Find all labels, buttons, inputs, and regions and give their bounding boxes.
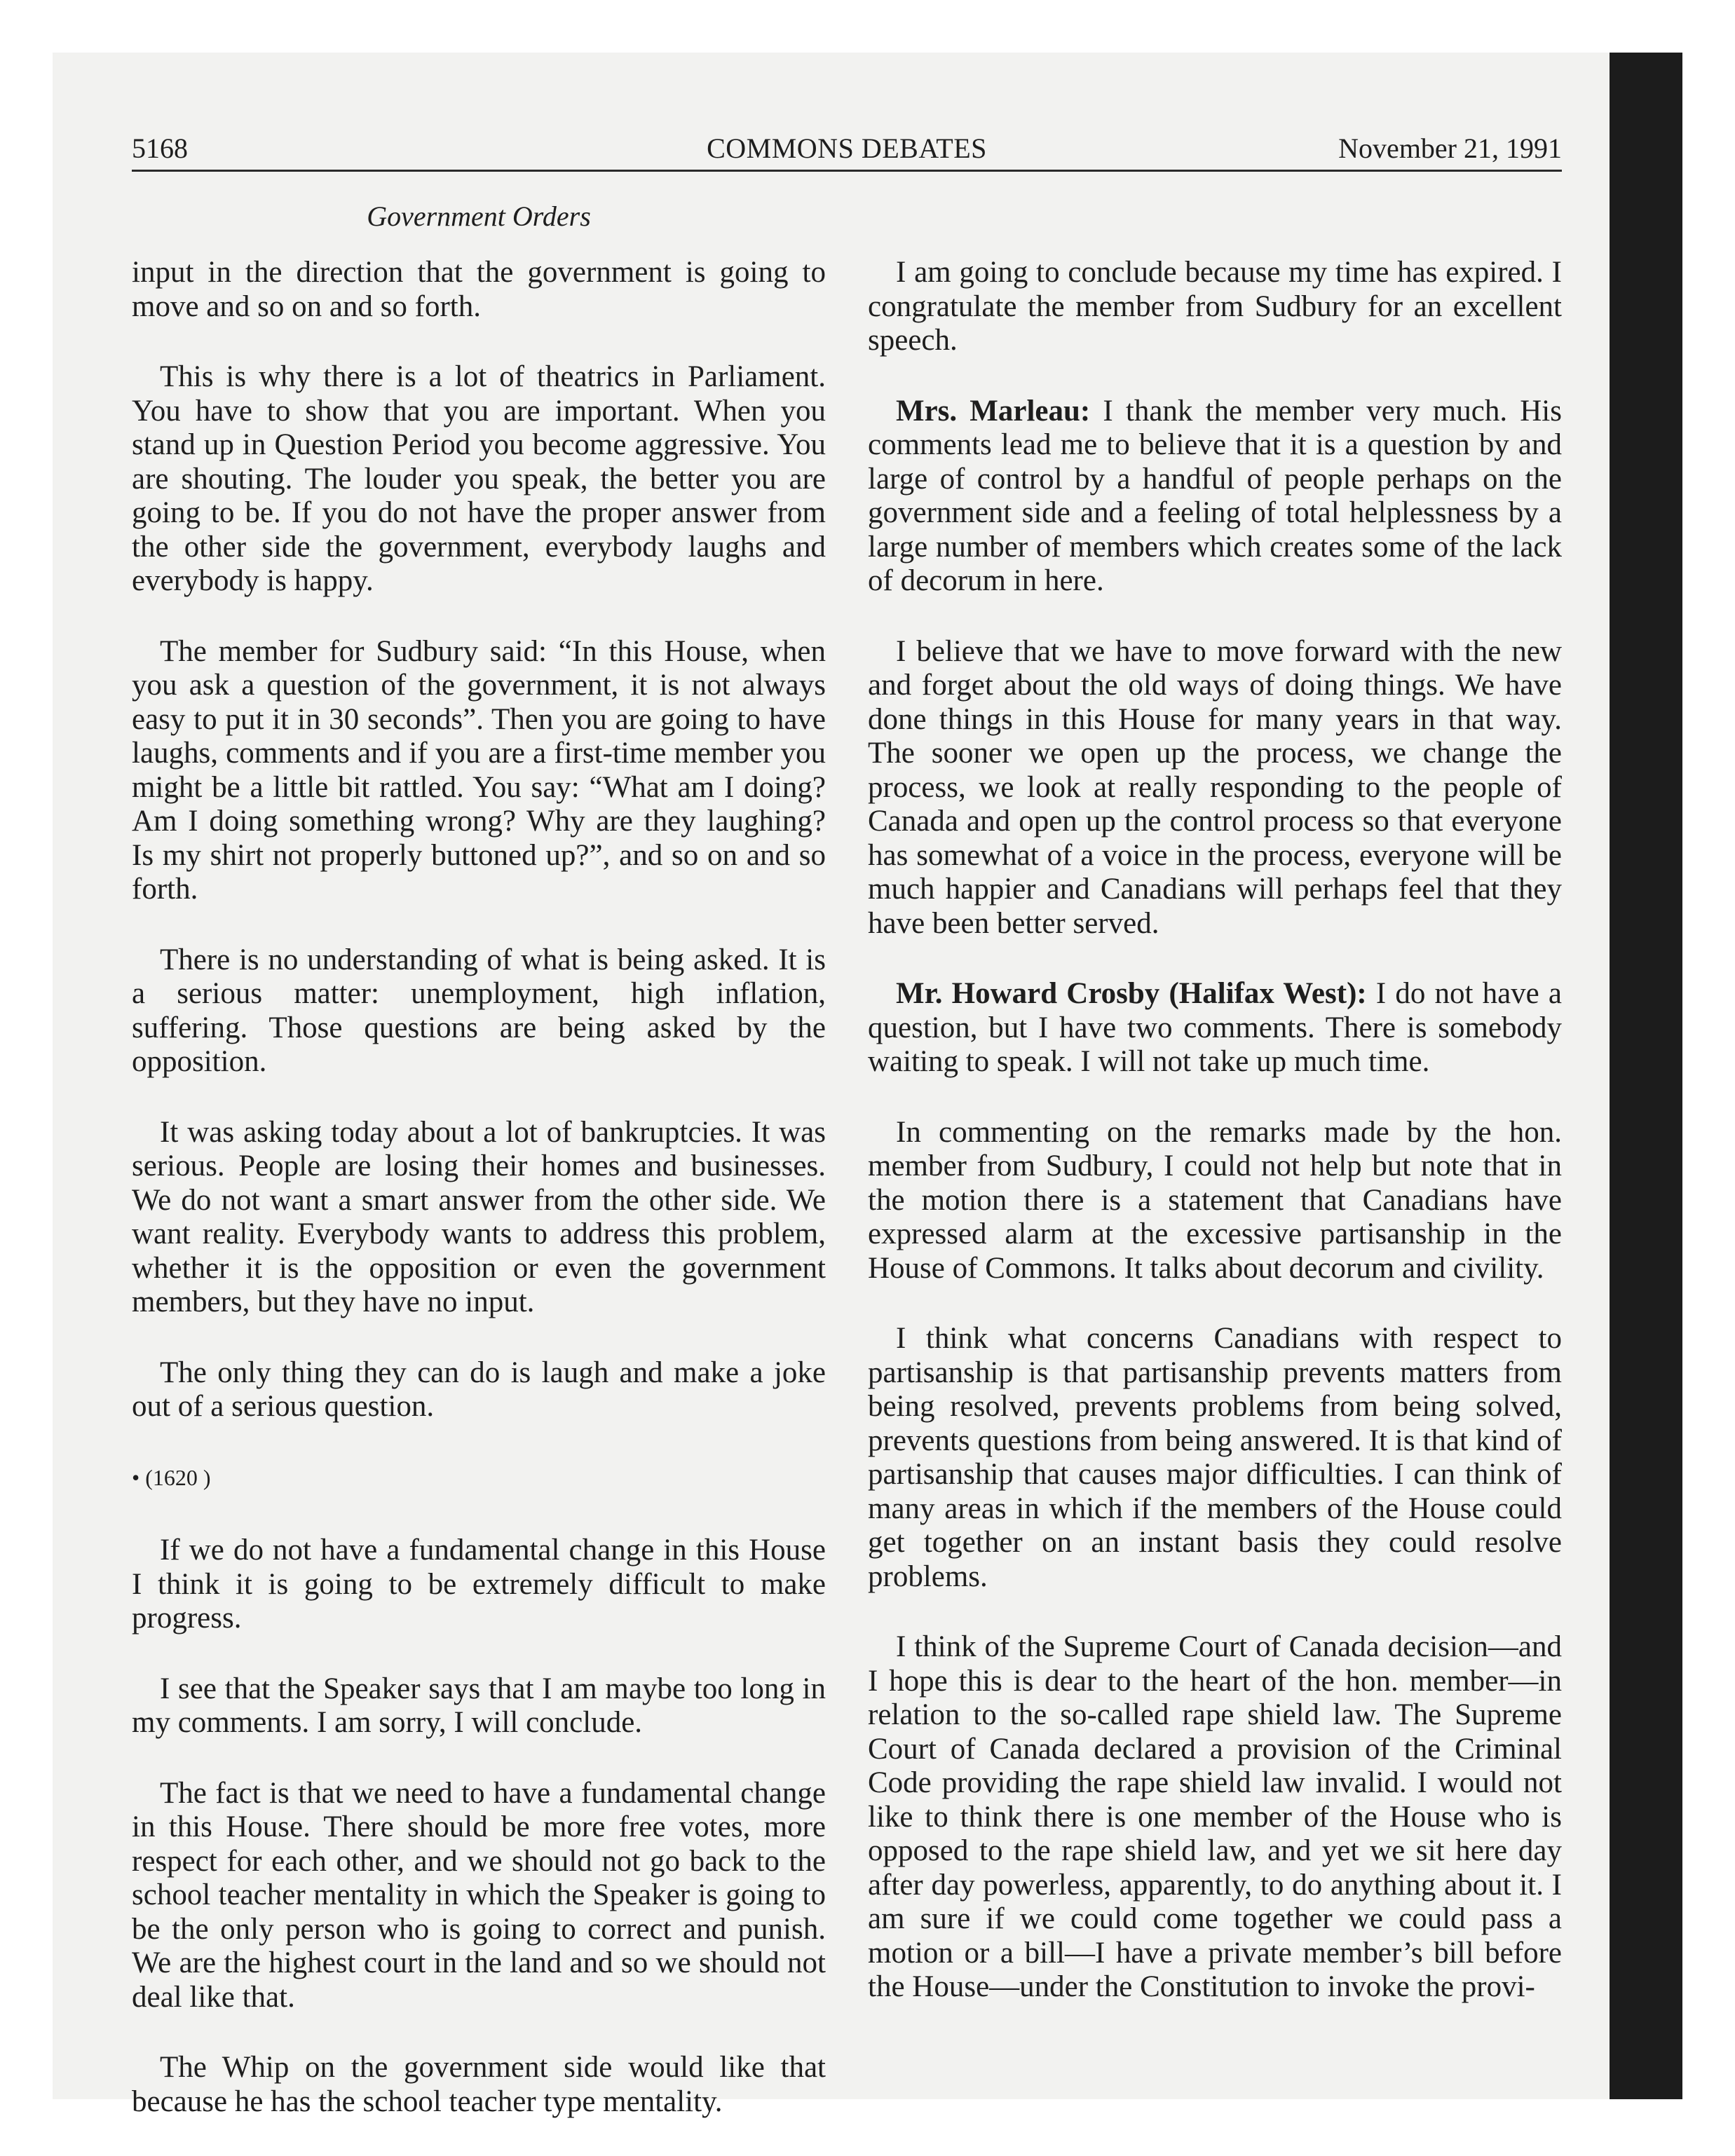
paragraph: It was asking today about a lot of bankruptcies. It was serious. People are losing their homes and businesses. We do not want a smart answer from the other side. We want reality. Everybody wants to address this problem, whether it is the opposition or even the government members, but they have no input.	[132, 1115, 826, 1318]
paragraph: The fact is that we need to have a fundamental change in this House. There should be more free votes, more respect for each other, and we should not go back to the school teacher mentality in which the Speaker is going to be the only person who is going to correct and punish. We are the highest court in the land and so we should not deal like that.	[132, 1776, 826, 2014]
left-column	[132, 256, 826, 2155]
paragraph: There is no understanding of what is being asked. It is a serious matter: unemployment, high inflation, suffering. Those questions are being asked by the opposition.	[132, 943, 826, 1078]
speech-text: I thank the member very much. His comments lead me to believe that it is a question by and large of control by a handful of people perhaps on the government side and a feeling of total helplessness by a large number of members which creates some of the lack of decorum in here.	[868, 394, 1562, 597]
publication-date: November 21, 1991	[1338, 132, 1562, 164]
time-marker: • (1620 )	[132, 1464, 211, 1490]
paragraph: I think what concerns Canadians with respect to partisanship is that partisanship prevents matters from being resolved, prevents problems from being solved, prevents questions from being answered. It is that kind of partisanship that causes major difficulties. I can think of many areas in which if the members of the House could get together on an instant basis they could resolve problems.	[868, 1322, 1562, 1593]
right-column	[868, 256, 1562, 2041]
paragraph: I am going to conclude because my time has expired. I congratulate the member from Sudbury for an excellent speech.	[868, 256, 1562, 357]
paragraph: I think of the Supreme Court of Canada decision—and I hope this is dear to the heart of the hon. member—in relation to the so-called rape shield law. The Supreme Court of Canada declared a provision of the Criminal Code providing the rape shield law invalid. I would not like to think there is one member of the House who is opposed to the rape shield law, and yet we sit here day after day powerless, apparently, to do anything about it. I am sure if we could come together we could pass a motion or a bill—I have a private member’s bill before the House—under the Constitution to invoke the provi-	[868, 1630, 1562, 2003]
page-number: 5168	[132, 132, 188, 164]
speech-paragraph	[868, 395, 1562, 599]
page-header	[132, 132, 1562, 174]
paragraph: The Whip on the government side would like that because he has the school teacher type mentality.	[132, 2051, 826, 2118]
speaker-name: Mrs. Marleau:	[896, 394, 1091, 428]
paragraph: I believe that we have to move forward with the new and forget about the old ways of doing things. We have done things in this House for many years in that way. The sooner we open up the process, we change the process, we look at really responding to the people of Canada and open up the control process so that everyone has somewhat of a voice in the process, everyone will be much happier and Canadians will perhaps feel that they have been better served.	[868, 634, 1562, 940]
section-heading: Government Orders	[367, 200, 591, 232]
paragraph: I see that the Speaker says that I am maybe too long in my comments. I am sorry, I will conclude.	[132, 1672, 826, 1739]
paragraph: In commenting on the remarks made by the hon. member from Sudbury, I could not help but note that in the motion there is a statement that Canadians have expressed alarm at the excessive partisanship in the House of Commons. It talks about decorum and civility.	[868, 1115, 1562, 1285]
paragraph: The member for Sudbury said: “In this House, when you ask a question of the government, it is not always easy to put it in 30 seconds”. Then you are going to have laughs, comments and if you are a first-time member you might be a little bit rattled. You say: “What am I doing? Am I doing something wrong? Why are they laughing? Is my shirt not properly buttoned up?”, and so on and so forth.	[132, 634, 826, 906]
speech-text: I do not have a question, but I have two comments. There is somebody waiting to speak. I will not take up much time.	[868, 977, 1562, 1078]
scan-edge-shadow	[1610, 53, 1682, 2099]
speech-paragraph	[868, 977, 1562, 1079]
paragraph: input in the direction that the government is going to move and so on and so forth.	[132, 256, 826, 323]
paragraph: This is why there is a lot of theatrics in Parliament. You have to show that you are important. When you stand up in Question Period you become aggressive. You are shouting. The louder you speak, the better you are going to be. If you do not have the proper answer from the other side the government, everybody laughs and everybody is happy.	[132, 360, 826, 597]
paragraph: The only thing they can do is laugh and make a joke out of a serious question.	[132, 1356, 826, 1423]
header-rule	[132, 170, 1562, 172]
paragraph: If we do not have a fundamental change in this House I think it is going to be extremely difficult to make progress.	[132, 1534, 826, 1635]
speaker-name: Mr. Howard Crosby (Halifax West):	[896, 977, 1367, 1010]
publication-title: COMMONS DEBATES	[707, 132, 987, 164]
